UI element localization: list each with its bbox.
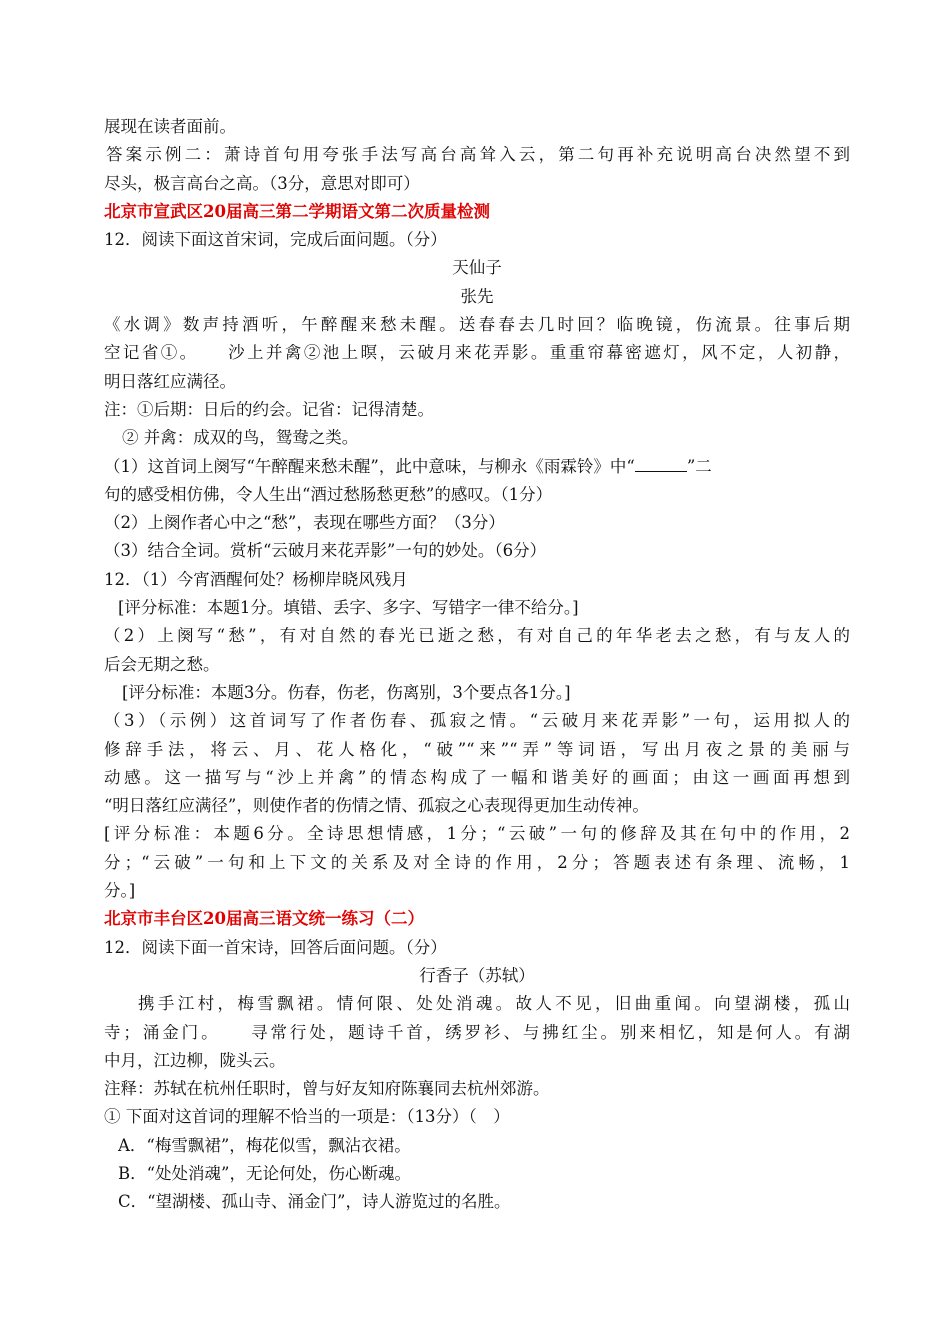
question-line: ① 下面对这首词的理解不恰当的一项是：（13分）（ ） — [104, 1107, 510, 1127]
question-line: （2）上阕作者心中之“愁”，表现在哪些方面？（3分） — [104, 513, 505, 533]
fill-in-blank[interactable] — [635, 455, 687, 472]
answer-line: 12．（1）今宵酒醒何处？杨柳岸晓风残月 — [104, 569, 408, 589]
option-line: B．“处处消魂”，无论何处，伤心断魂。 — [118, 1163, 411, 1183]
poem-author: 张先 — [460, 286, 494, 306]
question-line: （3）结合全词。赏析“云破月来花弄影”一句的妙处。（6分） — [104, 541, 547, 561]
poem-line: 《水调》数声持酒听，午醉醒来愁未醒。送春春去几时回？临晚镜，伤流景。往事后期 — [104, 315, 850, 335]
answer-line: （3）（示例）这首词写了作者伤春、孤寂之情。“云破月来花弄影”一句，运用拟人的 — [104, 711, 850, 731]
answer-line: 后会无期之愁。 — [104, 654, 220, 674]
scoring-line: 分；“云破”一句和上下文的关系及对全诗的作用，2分；答题表述有条理、流畅，1 — [104, 852, 850, 872]
section-heading: 北京市丰台区20届高三语文统一练习（二） — [104, 909, 424, 929]
poem-title: 天仙子 — [452, 258, 502, 278]
question-line: 12．阅读下面一首宋诗，回答后面问题。（分） — [104, 937, 447, 957]
section-heading: 北京市宣武区20届高三第二学期语文第二次质量检测 — [104, 201, 490, 221]
poem-title: 行香子（苏轼） — [419, 965, 535, 985]
question-line: 句的感受相仿佛，令人生出“酒过愁肠愁更愁”的感叹。（1分） — [104, 484, 553, 504]
answer-line: （2）上阕写“愁”，有对自然的春光已逝之愁，有对自己的年华老去之愁，有与友人的 — [104, 626, 850, 646]
note-line: 注：①后期：日后的约会。记省：记得清楚。 — [104, 399, 434, 419]
note-line: 注释：苏轼在杭州任职时，曾与好友知府陈襄同去杭州郊游。 — [104, 1079, 550, 1099]
answer-line: 动感。这一描写与“沙上并禽”的情态构成了一幅和谐美好的画面；由这一画面再想到 — [104, 767, 850, 787]
text-line: 答案示例二：萧诗首句用夸张手法写高台高耸入云，第二句再补充说明高台决然望不到 — [106, 145, 850, 165]
poem-line: 寺；涌金门。 寻常行处，题诗千首，绣罗衫、与拂红尘。别来相忆，知是何人。有湖 — [104, 1022, 850, 1042]
scoring-line: [评分标准：本题6分。全诗思想情感，1分；“云破”一句的修辞及其在句中的作用，2 — [104, 824, 850, 844]
poem-line: 空记省①。 沙上并禽②池上暝，云破月来花弄影。重重帘幕密遮灯，风不定，人初静， — [104, 343, 850, 363]
question-text: （1）这首词上阕写“午醉醒来愁未醒”，此中意味，与柳永《雨霖铃》中“ — [104, 456, 635, 476]
scoring-line: 分。] — [104, 881, 136, 901]
text-line: 尽头，极言高台之高。（3分，意思对即可） — [104, 173, 420, 193]
scoring-line: [评分标准：本题3分。伤春，伤老，伤离别，3个要点各1分。] — [122, 682, 571, 702]
note-line: ② 并禽：成双的鸟，鸳鸯之类。 — [122, 428, 359, 448]
answer-line: “明日落红应满径”，则使作者的伤情之情、孤寂之心表现得更加生动传神。 — [104, 796, 649, 816]
question-text: ”二 — [686, 456, 712, 476]
option-line: C．“望湖楼、孤山寺、涌金门”，诗人游览过的名胜。 — [118, 1192, 511, 1212]
question-line — [104, 453, 850, 481]
scoring-line: [评分标准：本题1分。填错、丢字、多字、写错字一律不给分。] — [118, 598, 579, 618]
poem-line: 携手江村，梅雪飘裙。情何限、处处消魂。故人不见，旧曲重闻。向望湖楼，孤山 — [138, 994, 850, 1014]
text-line: 展现在读者面前。 — [104, 117, 236, 136]
question-line: 12．阅读下面这首宋词，完成后面问题。（分） — [104, 230, 447, 250]
poem-line: 中月，江边柳，陇头云。 — [104, 1050, 286, 1070]
poem-line: 明日落红应满径。 — [104, 371, 236, 391]
option-line: A．“梅雪飘裙”，梅花似雪，飘沾衣裙。 — [118, 1135, 411, 1155]
document-page — [104, 113, 850, 1217]
answer-line: 修辞手法，将云、月、花人格化，“破”“来”“弄”等词语，写出月夜之景的美丽与 — [104, 739, 850, 759]
